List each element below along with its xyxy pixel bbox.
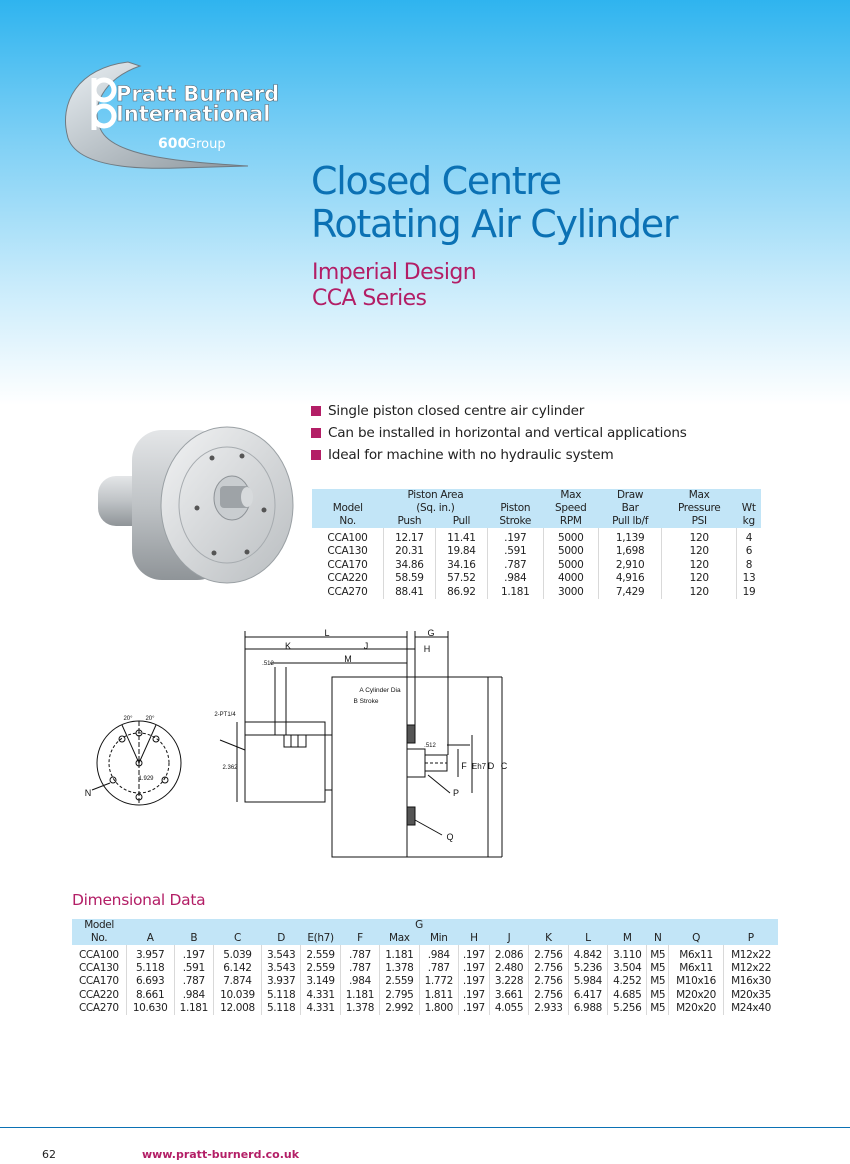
table-row: CCA100 12.17 11.41 .197 5000 1,139 120 4 (312, 528, 761, 545)
dim-L: L (324, 628, 330, 638)
table-cell: .787 (419, 962, 458, 975)
table-cell: 4.331 (301, 989, 340, 1002)
table-cell: 3.661 (489, 989, 528, 1002)
table-cell: 4.685 (608, 989, 647, 1002)
th-pressure: Max Pressure PSI (662, 489, 737, 528)
bullet-square-icon (311, 450, 321, 460)
page-title (311, 160, 677, 246)
table-cell: 2.933 (529, 1002, 568, 1015)
table-cell: 5.118 (261, 989, 300, 1002)
footer-rule (0, 1127, 850, 1128)
table-cell: .787 (340, 945, 379, 962)
table-cell: 1.378 (380, 962, 419, 975)
dim-K: K (284, 641, 292, 651)
table-cell: M5 (647, 962, 669, 975)
dim-512a: .512 (262, 661, 274, 667)
table-cell: 5.039 (214, 945, 262, 962)
page-number: 62 (42, 1148, 56, 1161)
table-cell: M6x11 (669, 945, 724, 962)
dim-M: M (344, 654, 352, 664)
label-cylinder-dia: A Cylinder Dia (359, 687, 401, 694)
table-cell: 3.937 (261, 975, 300, 988)
th-piston-area-unit: (Sq. in.) (383, 502, 487, 515)
table-cell: CCA270 (72, 1002, 126, 1015)
dim-2362: 2.362 (222, 765, 238, 771)
th-push: Push (383, 515, 435, 528)
table-cell: 3.957 (126, 945, 174, 962)
dim-C: C (500, 761, 508, 771)
table-cell: .197 (458, 989, 489, 1002)
page-subtitle (312, 260, 476, 312)
dim-J: J (363, 641, 369, 651)
feature-item: Can be installed in horizontal and vertical applications (311, 422, 687, 444)
bullet-square-icon (311, 428, 321, 438)
table-row (72, 1002, 778, 1015)
table-cell: 4.331 (301, 1002, 340, 1015)
table-cell: .197 (174, 945, 213, 962)
feature-list (311, 400, 687, 466)
table-cell: 2.992 (380, 1002, 419, 1015)
table-cell: 4.055 (489, 1002, 528, 1015)
table-cell: 2.559 (380, 975, 419, 988)
dim-H: H (423, 644, 431, 654)
dim-E: Eh7 (471, 762, 487, 771)
table-cell: .984 (340, 975, 379, 988)
spec-table (312, 489, 761, 599)
angle-2: 20° (145, 716, 155, 722)
logo-line1: Pratt Burnerd (116, 82, 280, 106)
table-cell: 3.543 (261, 962, 300, 975)
table-cell: 5.984 (568, 975, 607, 988)
table-cell: .591 (174, 962, 213, 975)
table-cell: M20x35 (731, 988, 771, 1001)
feature-item: Ideal for machine with no hydraulic system (311, 444, 687, 466)
table-cell: M12x22 (731, 949, 771, 961)
table-cell: M12x22 (731, 962, 771, 975)
table-cell: M20x20 (669, 989, 724, 1002)
title-line2: Rotating Air Cylinder (311, 202, 678, 246)
label-pt: 2-PT1/4 (214, 712, 236, 718)
subtitle-line2: CCA Series (312, 286, 427, 311)
table-cell: .197 (458, 962, 489, 975)
dim-F: F (461, 761, 467, 771)
table-cell: 1.181 (380, 945, 419, 962)
dim-Q: Q (446, 832, 454, 842)
dim-1929: 1.929 (138, 776, 154, 782)
logo-line2: International (116, 102, 271, 126)
table-cell: CCA220 (72, 989, 126, 1002)
table-cell: 5.256 (608, 1002, 647, 1015)
table-cell: 5.118 (261, 1002, 300, 1015)
dim-P: P (452, 788, 460, 798)
th-model: Model No. (312, 489, 383, 528)
table-cell: M16x30 (731, 975, 771, 988)
table-cell: .197 (458, 975, 489, 988)
table-cell: 12.008 (214, 1002, 262, 1015)
dim-D: D (487, 761, 495, 771)
table-cell: 6.988 (568, 1002, 607, 1015)
table-cell: 6.693 (126, 975, 174, 988)
subtitle-line1: Imperial Design (312, 260, 477, 285)
feature-item: Single piston closed centre air cylinder (311, 400, 687, 422)
table-cell: 8.661 (126, 989, 174, 1002)
table-row: CCA170 34.86 34.16 .787 5000 2,910 120 8 (312, 559, 761, 572)
table-cell: M5 (647, 1002, 669, 1015)
th-model: Model No. (72, 919, 126, 945)
table-cell: 3.149 (301, 975, 340, 988)
table-cell: .787 (340, 962, 379, 975)
table-cell: 2.795 (380, 989, 419, 1002)
table-cell: CCA130 (72, 962, 126, 975)
table-cell: 7.874 (214, 975, 262, 988)
table-cell: 10.039 (214, 989, 262, 1002)
table-cell: 1.181 (340, 989, 379, 1002)
table-cell: 2.756 (529, 945, 568, 962)
table-cell: M6x11 (669, 962, 724, 975)
th-pull: Pull (435, 515, 487, 528)
table-cell: 2.559 (301, 945, 340, 962)
dimension-table: Model No. A B C D E(h7) F G H J K L M N Q P Max Min CCA100 3.957 .197 5.039 3.543 2.559 .787 1.181 .984 .197 2.086 2.756 4.842 3.110 M5 M6x11 M12x22 CCA130 5.118 .591 6.142 3.543 2.559 .787 1.378 .787 .197 2.480 2.756 5.236 3.504 M5 M6x11 M12x22 CCA170 6.693 .787 7.874 3.937 3.149 .984 2.559 1.772 .197 3.228 2.756 5.984 4.252 M5 M10x16 M16x30 CCA220 8.661 .984 10.039 5.118 4.331 1.181 2.795 1.811 .197 3.661 2.756 6.417 4.685 M5 M20x20 M20x35 CCA270 10.630 1.181 12.008 5.118 4.331 1.378 2.992 1.800 .197 4.055 2.933 6.988 5.256 M5 M20x20 M24x40 (72, 919, 778, 1015)
section-title: Dimensional Data (72, 891, 206, 909)
table-cell: 2.756 (529, 989, 568, 1002)
table-cell: M5 (647, 989, 669, 1002)
table-cell: 5.236 (568, 962, 607, 975)
table-cell: 3.543 (261, 945, 300, 962)
th-G: G (380, 919, 459, 932)
table-cell: 5.118 (126, 962, 174, 975)
th-speed: Max Speed RPM (543, 489, 598, 528)
th-piston-area: Piston Area (383, 489, 487, 502)
table-cell: .984 (419, 945, 458, 962)
table-row: CCA130 20.31 19.84 .591 5000 1,698 120 6 (312, 545, 761, 558)
table-row (72, 975, 778, 988)
website-link[interactable]: www.pratt-burnerd.co.uk (142, 1148, 300, 1161)
table-cell: 10.630 (126, 1002, 174, 1015)
table-cell: M5 (647, 945, 669, 962)
table-cell: .984 (174, 989, 213, 1002)
angle-1: 20° (123, 716, 133, 722)
table-cell: 1.378 (340, 1002, 379, 1015)
product-photo (92, 418, 297, 593)
logo-group-number: 600 (158, 136, 188, 152)
table-cell: 2.086 (489, 945, 528, 962)
table-cell: 6.142 (214, 962, 262, 975)
table-cell: 2.480 (489, 962, 528, 975)
table-cell: M24x40 (731, 1001, 771, 1014)
table-cell: .197 (458, 1002, 489, 1015)
company-logo (58, 58, 320, 174)
table-cell: M10x16 (669, 975, 724, 988)
table-row: CCA220 58.59 57.52 .984 4000 4,916 120 13 (312, 572, 761, 585)
table-cell: 2.756 (529, 962, 568, 975)
title-line1: Closed Centre (311, 159, 561, 203)
table-cell: 2.756 (529, 975, 568, 988)
table-cell: 3.504 (608, 962, 647, 975)
th-stroke: Piston Stroke (487, 489, 543, 528)
table-cell: 1.811 (419, 989, 458, 1002)
table-cell: 1.181 (174, 1002, 213, 1015)
dim-G: G (427, 628, 435, 638)
th-draw-bar: Draw Bar Pull lb/f (598, 489, 661, 528)
table-row (72, 962, 778, 975)
dim-512b: .512 (424, 743, 436, 749)
th-weight: Wt kg (737, 489, 762, 528)
dim-N: N (84, 788, 92, 798)
table-row: CCA270 88.41 86.92 1.181 3000 7,429 120 19 (312, 586, 761, 599)
label-stroke: B Stroke (353, 698, 379, 705)
table-row (72, 945, 778, 962)
table-cell: .787 (174, 975, 213, 988)
table-cell: 4.842 (568, 945, 607, 962)
table-cell: 2.559 (301, 962, 340, 975)
table-row (72, 989, 778, 1002)
table-cell: CCA100 (72, 945, 126, 962)
bullet-square-icon (311, 406, 321, 416)
table-cell: CCA170 (72, 975, 126, 988)
table-cell: 6.417 (568, 989, 607, 1002)
table-cell: 3.110 (608, 945, 647, 962)
table-cell: 4.252 (608, 975, 647, 988)
table-cell: 3.228 (489, 975, 528, 988)
logo-group-word: Group (186, 137, 226, 152)
table-cell: M20x20 (669, 1002, 724, 1015)
table-cell: 1.772 (419, 975, 458, 988)
technical-drawing (70, 625, 520, 870)
table-cell: 1.800 (419, 1002, 458, 1015)
table-cell: M5 (647, 975, 669, 988)
table-cell: .197 (458, 945, 489, 962)
